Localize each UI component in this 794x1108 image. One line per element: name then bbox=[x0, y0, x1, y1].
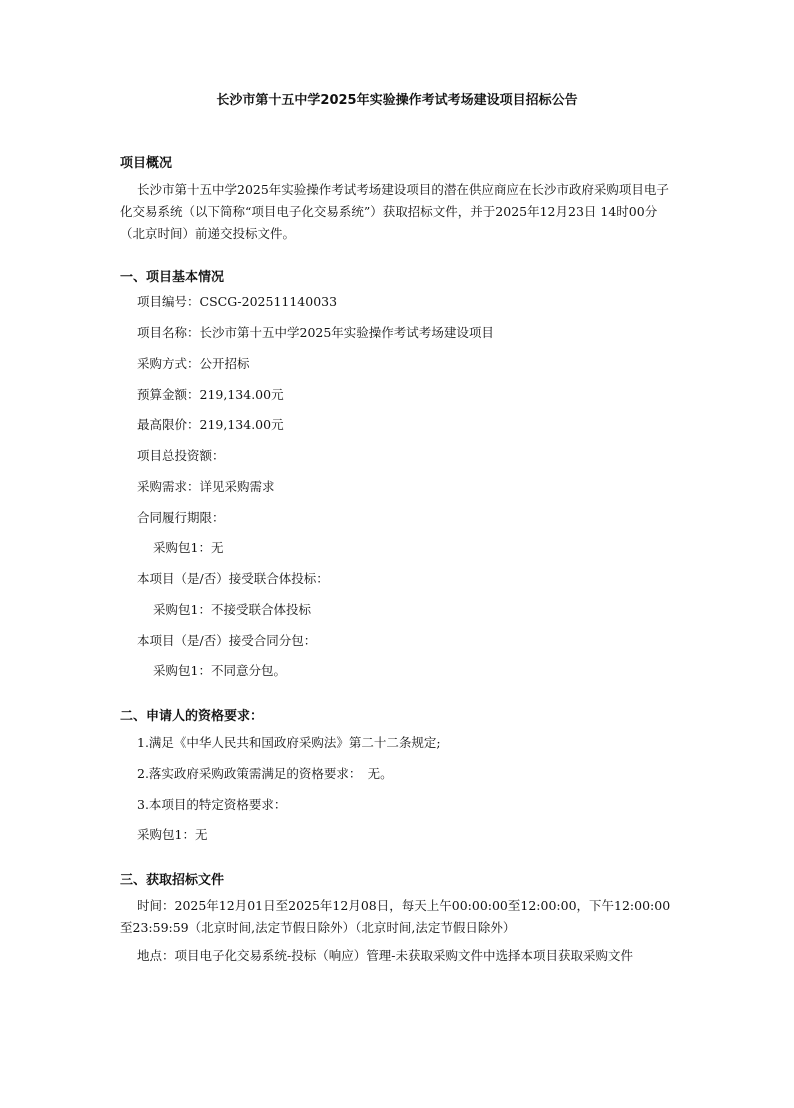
section1-heading: 一、项目基本情况 bbox=[120, 270, 225, 285]
qualification-item-1: 1.满足《中华人民共和国政府采购法》第二十二条规定; bbox=[137, 735, 441, 750]
overview-heading: 项目概况 bbox=[120, 156, 173, 171]
section3-heading: 三、获取招标文件 bbox=[120, 873, 225, 888]
consortium-package: 采购包1：不接受联合体投标 bbox=[153, 602, 311, 617]
budget-amount: 预算金额：219,134.00元 bbox=[137, 387, 284, 402]
procurement-requirements: 采购需求：详见采购需求 bbox=[137, 479, 275, 494]
consortium-label: 本项目（是/否）接受联合体投标： bbox=[137, 571, 329, 586]
qualification-item-2: 2.落实政府采购政策需满足的资格要求： 无。 bbox=[137, 766, 393, 781]
procurement-method: 采购方式：公开招标 bbox=[137, 356, 250, 371]
document-access-time: 时间：2025年12月01日至2025年12月08日，每天上午00:00:00至12:00:00，下午12:00:00至23:59:59（北京时间,法定节假日除外）（北京时间,法定节假日除外） bbox=[120, 898, 671, 935]
section2-heading: 二、申请人的资格要求： bbox=[120, 709, 264, 724]
subcontract-label: 本项目（是/否）接受合同分包： bbox=[137, 633, 317, 648]
max-price: 最高限价：219,134.00元 bbox=[137, 417, 284, 432]
contract-period-label: 合同履行期限： bbox=[137, 510, 225, 525]
qualification-item-3-package: 采购包1：无 bbox=[137, 827, 208, 842]
contract-period-package: 采购包1：无 bbox=[153, 540, 224, 555]
total-investment: 项目总投资额： bbox=[137, 448, 225, 463]
subcontract-package: 采购包1：不同意分包。 bbox=[153, 663, 286, 678]
document-access-place: 地点：项目电子化交易系统-投标（响应）管理-未获取采购文件中选择本项目获取采购文件 bbox=[137, 948, 633, 963]
document-title: 长沙市第十五中学2025年实验操作考试考场建设项目招标公告 bbox=[216, 93, 578, 108]
project-name: 项目名称：长沙市第十五中学2025年实验操作考试考场建设项目 bbox=[137, 325, 494, 340]
qualification-item-3: 3.本项目的特定资格要求： bbox=[137, 797, 287, 812]
project-number: 项目编号：CSCG-202511140033 bbox=[137, 294, 338, 309]
overview-paragraph: 长沙市第十五中学2025年实验操作考试考场建设项目的潜在供应商应在长沙市政府采购项目电子化交易系统（以下简称“项目电子化交易系统”）获取招标文件，并于2025年12月23日 14时00分 （北京时间）前递交投标文件。 bbox=[120, 182, 670, 241]
